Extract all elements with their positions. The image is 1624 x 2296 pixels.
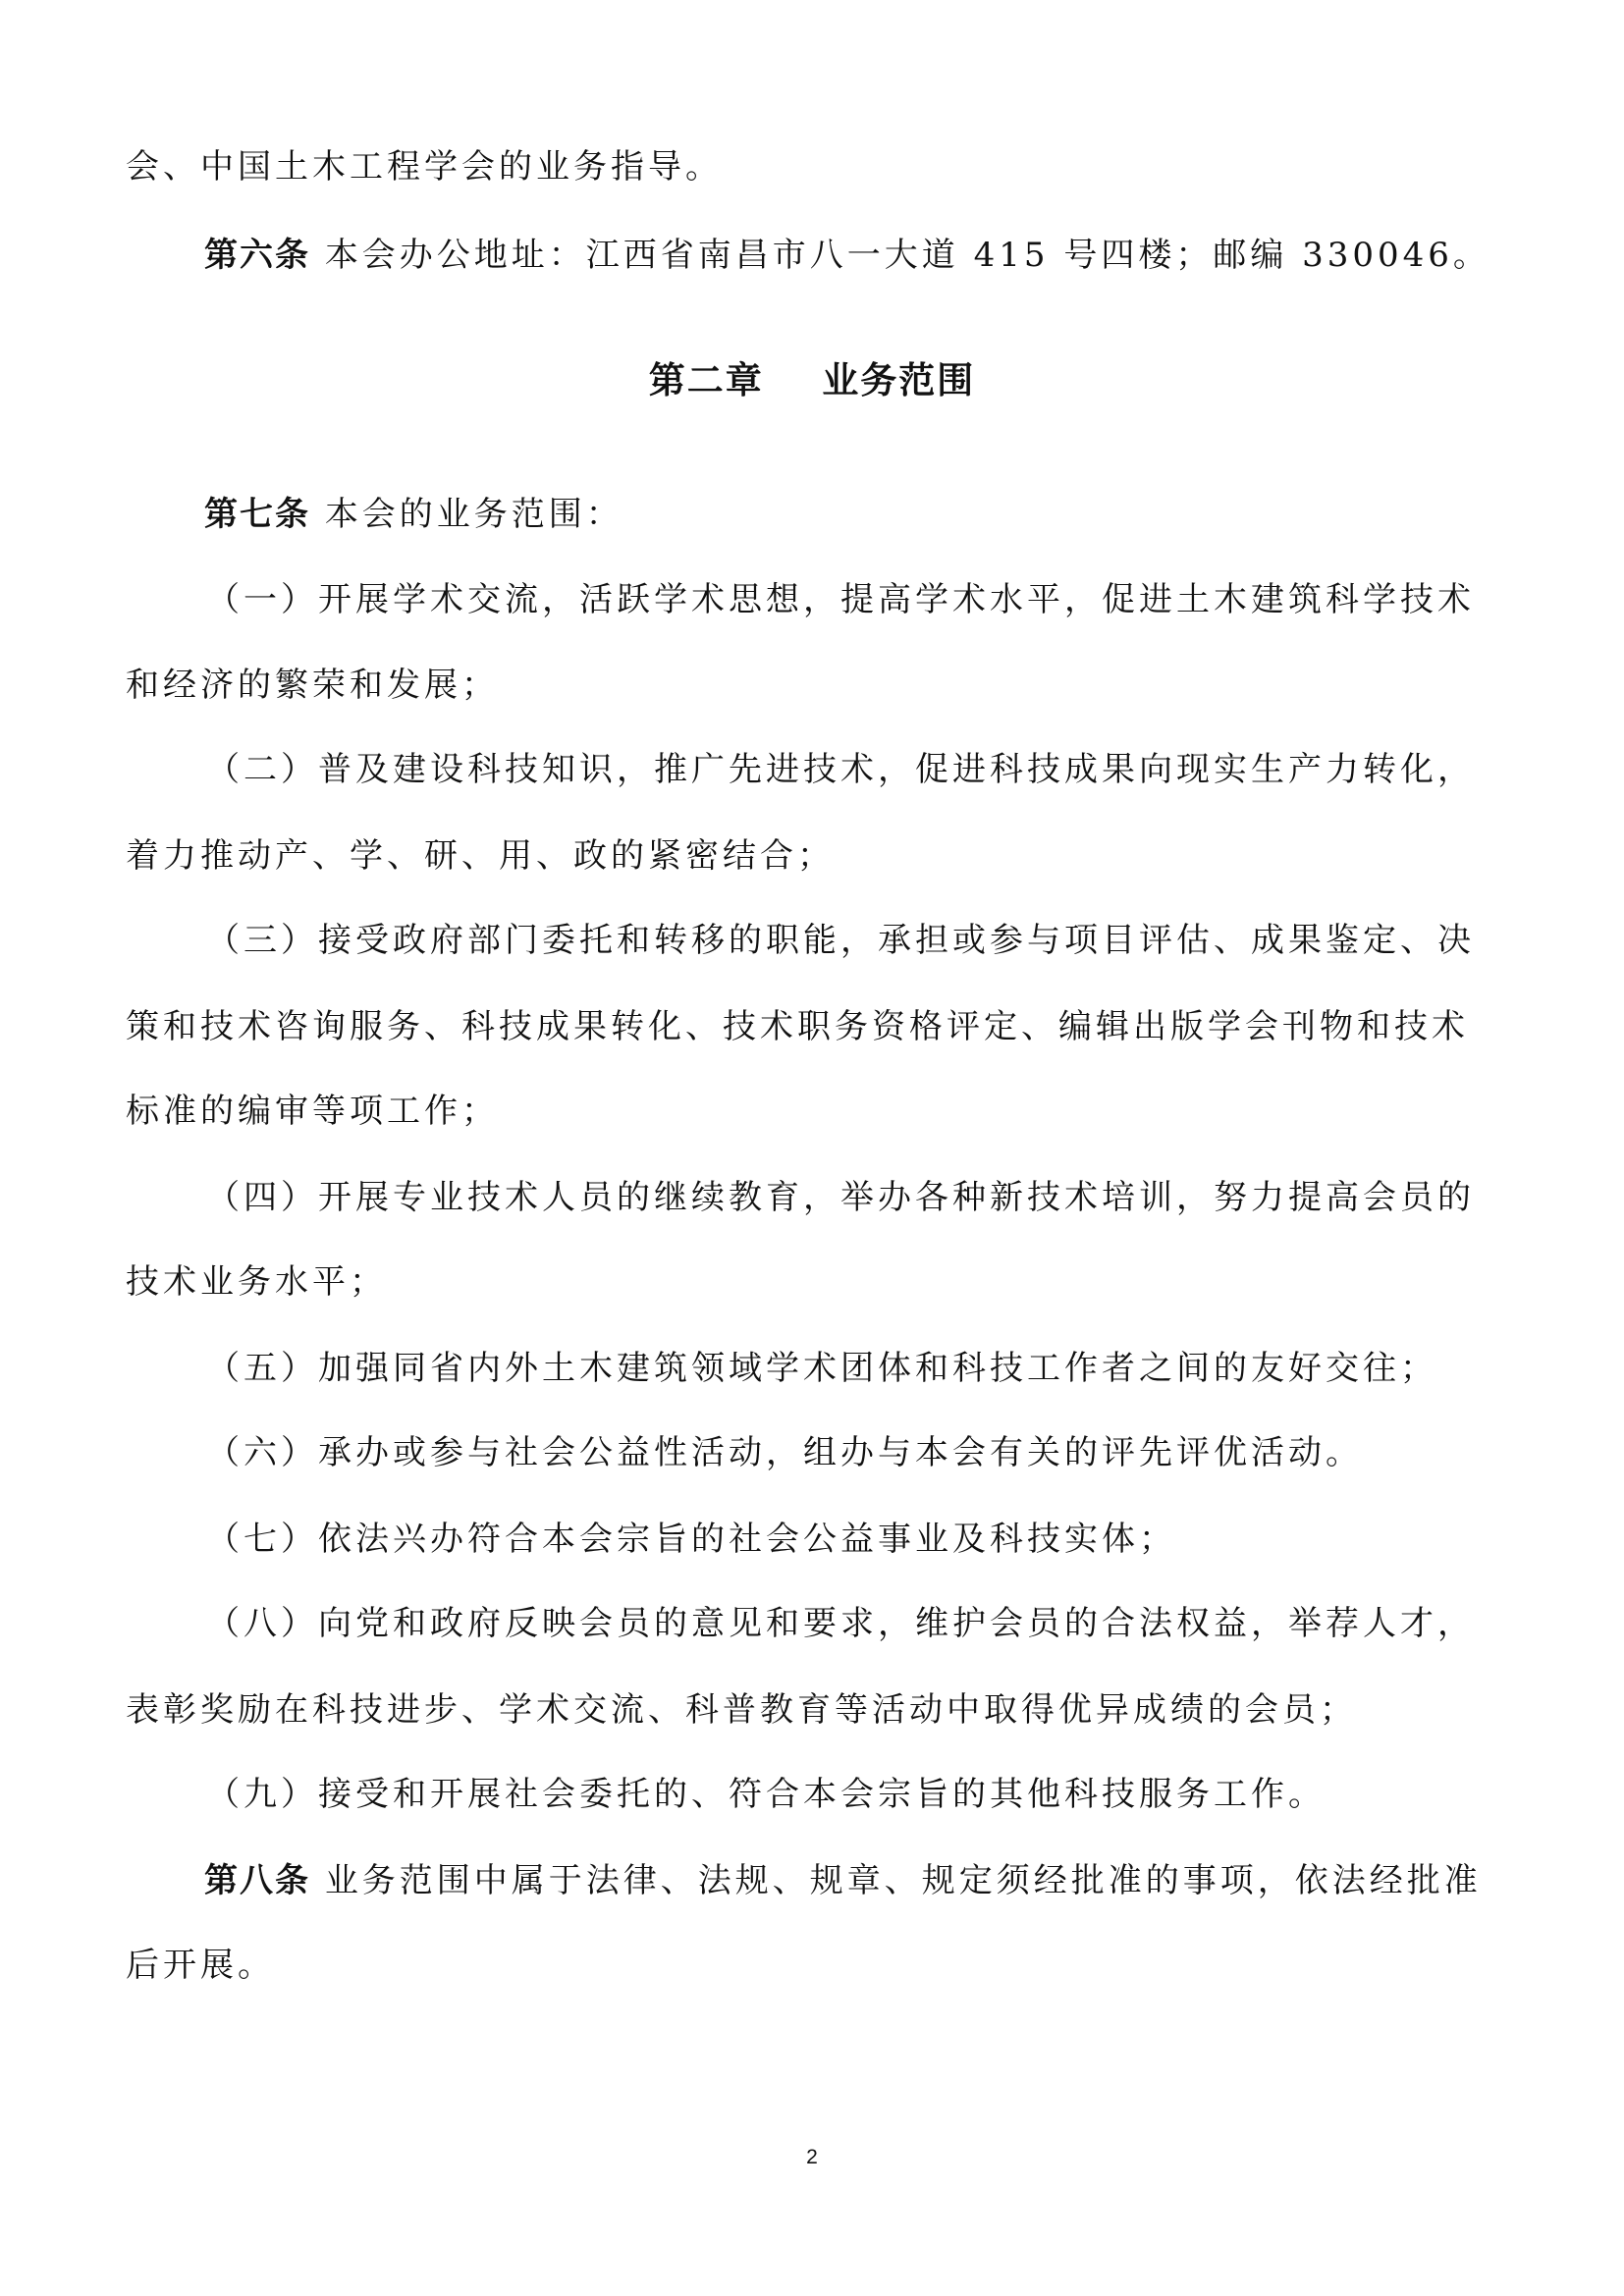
item-4-line-1: （四）开展专业技术人员的继续教育，举办各种新技术培训，努力提高会员的 (206, 1178, 1475, 1217)
article-text: 本会的业务范围： (324, 495, 623, 534)
article-text: 业务范围中属于法律、法规、规章、规定须经批准的事项，依法经批准 (324, 1861, 1482, 1900)
item-8-line-2: 表彰奖励在科技进步、学术交流、科普教育等活动中取得优异成绩的会员； (126, 1690, 1357, 1730)
article-7 (204, 493, 1500, 536)
chapter-number: 第二章 (648, 359, 764, 401)
article-6 (204, 234, 1500, 277)
item-3-line-3: 标准的编审等项工作； (126, 1092, 499, 1131)
item-1-line-2: 和经济的繁荣和发展； (126, 666, 499, 705)
article-8 (204, 1859, 1500, 1902)
item-9: （九）接受和开展社会委托的、符合本会宗旨的其他科技服务工作。 (206, 1775, 1326, 1814)
item-1-line-1: （一）开展学术交流，活跃学术思想，提高学术水平，促进土木建筑科学技术 (206, 580, 1475, 619)
article-label: 第八条 (204, 1861, 310, 1900)
item-3-line-2: 策和技术咨询服务、科技成果转化、技术职务资格评定、编辑出版学会刊物和技术 (126, 1007, 1469, 1046)
chapter-heading (0, 357, 1624, 404)
item-2-line-1: （二）普及建设科技知识，推广先进技术，促进科技成果向现实生产力转化， (206, 750, 1475, 789)
article-label: 第六条 (204, 236, 310, 275)
item-2-line-2: 着力推动产、学、研、用、政的紧密结合； (126, 836, 835, 876)
article-8-line-2: 后开展。 (126, 1946, 275, 1985)
item-8-line-1: （八）向党和政府反映会员的意见和要求，维护会员的合法权益，举荐人才， (206, 1604, 1475, 1643)
item-3-line-1: （三）接受政府部门委托和转移的职能，承担或参与项目评估、成果鉴定、决 (206, 921, 1475, 960)
page-number: 2 (806, 2146, 818, 2168)
chapter-title: 业务范围 (822, 359, 976, 401)
text-line: 会、中国土木工程学会的业务指导。 (126, 147, 723, 187)
item-6: （六）承办或参与社会公益性活动，组办与本会有关的评先评优活动。 (206, 1433, 1363, 1472)
article-label: 第七条 (204, 495, 310, 534)
item-4-line-2: 技术业务水平； (126, 1262, 387, 1302)
item-7: （七）依法兴办符合本会宗旨的社会公益事业及科技实体； (206, 1520, 1176, 1559)
article-text: 本会办公地址：江西省南昌市八一大道 415 号四楼；邮编 330046。 (324, 236, 1490, 275)
item-5: （五）加强同省内外土木建筑领域学术团体和科技工作者之间的友好交往； (206, 1349, 1437, 1388)
